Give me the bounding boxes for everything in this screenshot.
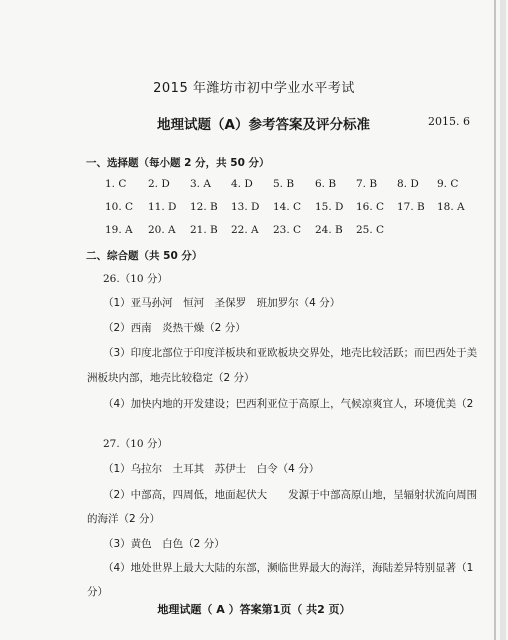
mc-answer: 17. B <box>397 201 425 213</box>
mc-answer: 18. A <box>437 201 465 213</box>
mc-answer: 2. D <box>148 178 170 190</box>
exam-date: 2015. 6 <box>428 115 470 128</box>
mc-answer: 22. A <box>231 224 259 236</box>
mc-answer: 19. A <box>105 224 133 236</box>
mc-answer: 10. C <box>105 201 134 213</box>
mc-answer: 11. D <box>148 201 177 213</box>
mc-answer: 9. C <box>437 178 459 190</box>
q26-answer-3-line1: （3）印度北部位于印度洋板块和亚欧板块交界处，地壳比较活跃；而巴西处于美 <box>103 347 478 359</box>
page-edge-shadow <box>500 0 506 640</box>
page-footer: 地理试题（ A ）答案第1页（ 共2 页） <box>157 603 351 616</box>
mc-answer: 7. B <box>356 178 378 190</box>
q27-answer-2-line1: （2）中部高，四周低，地面起伏大 发源于中部高原山地，呈辐射状流向周围 <box>103 489 478 501</box>
mc-answer: 5. B <box>273 178 295 190</box>
q27-answer-4-tail: 分） <box>87 586 108 598</box>
mc-answer: 16. C <box>356 201 385 213</box>
mc-answer: 6. B <box>315 178 337 190</box>
exam-title: 2015 年潍坊市初中学业水平考试 <box>153 81 355 96</box>
mc-answer: 4. D <box>231 178 253 190</box>
mc-answer: 24. B <box>315 224 343 236</box>
q27-answer-1: （1）乌拉尔 土耳其 苏伊士 白令（4 分） <box>103 463 320 475</box>
q27-answer-3: （3）黄色 白色（2 分） <box>103 538 225 550</box>
q26-answer-1: （1）亚马孙河 恒河 圣保罗 班加罗尔（4 分） <box>103 297 341 309</box>
mc-answer: 14. C <box>273 201 302 213</box>
document-subtitle: 地理试题（A）参考答案及评分标准 <box>157 117 370 133</box>
q26-answer-4: （4）加快内地的开发建设；巴西利亚位于高原上，气候凉爽宜人，环境优美（2 <box>103 398 474 410</box>
section1-heading: 一、选择题（每小题 2 分，共 50 分） <box>86 157 270 169</box>
mc-answer: 20. A <box>148 224 176 236</box>
q27-answer-2-line2: 的海洋（2 分） <box>87 513 161 525</box>
mc-answer: 1. C <box>105 178 127 190</box>
q27-answer-4: （4）地处世界上最大大陆的东部，濒临世界最大的海洋，海陆差异特别显著（1 <box>103 562 474 574</box>
mc-answer: 23. C <box>273 224 302 236</box>
q26-answer-3-line2: 洲板块内部，地壳比较稳定（2 分） <box>87 372 255 384</box>
page-edge-line <box>494 0 496 640</box>
mc-answer: 12. B <box>190 201 218 213</box>
q27-label: 27.（10 分） <box>103 438 168 450</box>
q26-label: 26.（10 分） <box>103 273 168 285</box>
mc-answer: 13. D <box>231 201 260 213</box>
mc-answer: 15. D <box>315 201 344 213</box>
section2-heading: 二、综合题（共 50 分） <box>86 250 203 262</box>
mc-answer: 21. B <box>190 224 218 236</box>
q26-answer-2: （2）西南 炎热干燥（2 分） <box>103 322 246 334</box>
mc-answer: 8. D <box>397 178 419 190</box>
mc-answer: 3. A <box>190 178 211 190</box>
mc-answer: 25. C <box>356 224 385 236</box>
